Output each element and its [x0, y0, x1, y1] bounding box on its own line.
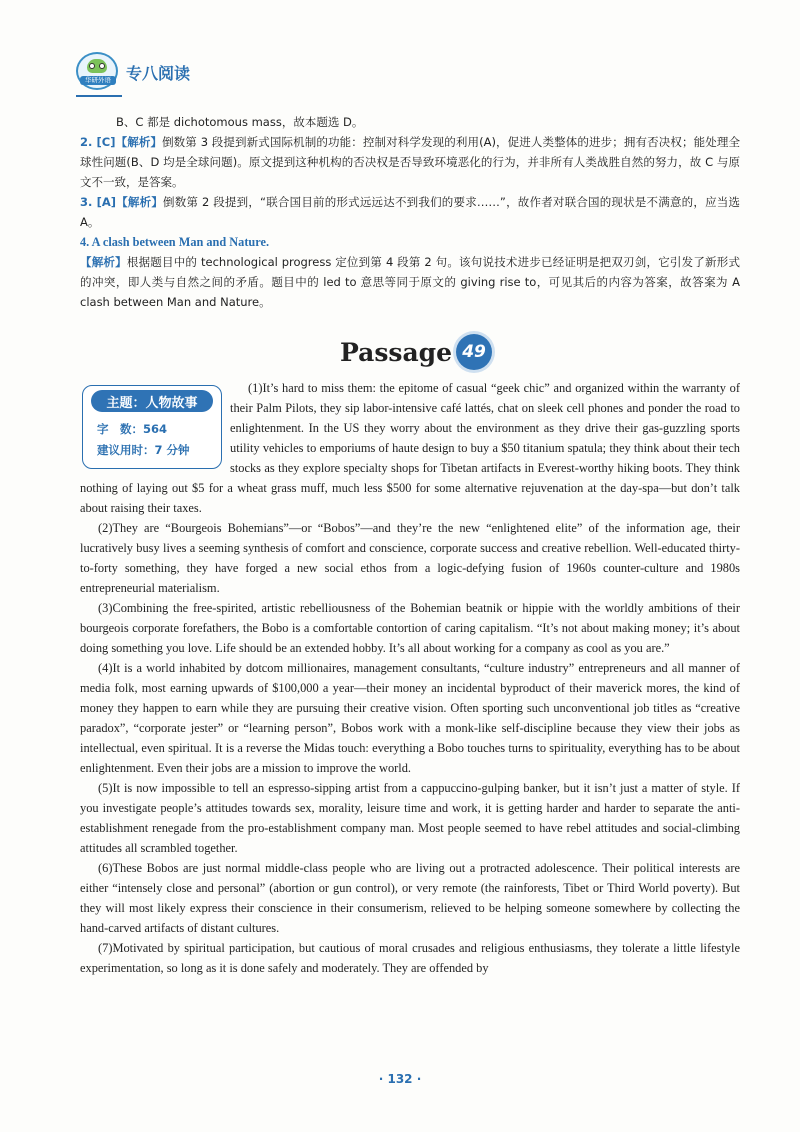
answer-line-bc	[80, 112, 740, 132]
q3-text: 倒数第 2 段提到，“联合国目前的形式远远达不到我们的要求……”，故作者对联合国的现状是不满意的，应当选 A。	[80, 195, 741, 229]
q2-number: 2. [C]	[80, 135, 116, 149]
theme-label: 主题：人物故事	[91, 390, 213, 412]
paragraph-4: (4)It is a world inhabited by dotcom millionaires, management consultants, “culture industry” entrepreneurs and all manner of media folk, most earning upwards of $100,000 a year—their money an incidental byproduct of their maverick mores, the kind of money they happen to earn while they are pursuing their creative vision. Often sporting such unconventional job titles as “creative paradox”, “corporate jester” or “learning person”, Bobos work with a monk-like self-discipline because they view their jobs as intellectual, even spiritual. It is a reverse the Midas touch: everything a Bobo touches turns to spirituality, everything has to be about enlightenment. Even their jobs are a mission to improve the world.	[80, 661, 740, 775]
answer-q2	[80, 132, 740, 192]
word-count: 字 数：564	[97, 422, 168, 436]
q2-tag: 【解析】	[115, 135, 163, 149]
q3-tag: 【解析】	[116, 195, 164, 209]
passage-body	[80, 378, 740, 978]
page-header	[76, 52, 190, 92]
q4-tag: 【解析】	[80, 255, 127, 269]
q3-number: 3. [A]	[80, 195, 116, 209]
paragraph-7: (7)Motivated by spiritual participation, but cautious of moral crusades and religious enthusiasms, they tolerate a little lifestyle experimentation, so long as it is done safely and moderately. They are offended by	[80, 941, 740, 975]
answer-bc-text: B、C 都是 dichotomous mass，故本题选 D。	[116, 115, 364, 129]
q4-text: 根据题目中的 technological progress 定位到第 4 段第 2 句。该句说技术进步已经证明是把双刃剑，它引发了新形式的冲突，即人类与自然之间的矛盾。题目中的 led to 意思等同于原文的 giving rise to，可见其后的内容为答案，故答案为 A clash between Man and Nature。	[80, 255, 740, 309]
frog-icon	[87, 59, 107, 73]
suggested-time: 建议用时：7 分钟	[97, 443, 190, 457]
book-title: 专八阅读	[126, 63, 191, 83]
paragraph-1: (1)It’s hard to miss them: the epitome of casual “geek chic” and organized within the warranty of their Palm Pilots, they sip labor-intensive café lattés, chat on sleek cell phones and ponder the road to enlightenment. In the US they worry about the environment as they drive their gas-guzzling sports utility vehicles to emporiums of haute design to buy a $50 titanium spatula; they think about their tech stocks as they explore specialty shops for Tibetan artifacts in Everest-worthy hiking boots. They think nothing of laying out $5 for a wheat grass muff, much less $500 for some alternative rejuvenation at the day-spa—but don’t talk about raising their taxes.	[80, 381, 740, 515]
passage-title	[340, 334, 492, 370]
answer-q4	[80, 232, 740, 312]
paragraph-6: (6)These Bobos are just normal middle-class people who are living out a protracted adolescence. Their political interests are either “intensely close and personal” (abortion or gun control), or very remote (the rainforests, Tibet or Third World poverty). But they will most likely express their conscience in their consumerism, relieved to be helping someone somewhere by collecting the hand-carved artifacts of distant cultures.	[80, 861, 740, 935]
header-underline	[76, 95, 122, 97]
q4-title: 4. A clash between Man and Nature.	[80, 235, 270, 249]
paragraph-3: (3)Combining the free-spirited, artistic rebelliousness of the Bohemian beatnik or hippie with the worldly ambitions of their bourgeois corporate forefathers, the Bobo is a comfortable contortion of caring capitalism. “It’s not about making money; it’s about doing something you love. Life should be an extended hobby. It’s all about working for a company as cool as you are.”	[80, 601, 740, 655]
logo	[76, 52, 120, 92]
paragraph-2: (2)They are “Bourgeois Bohemians”—or “Bobos”—and they’re the new “enlightened elite” of the information age, their lucratively busy lives a seeming synthesis of comfort and conscience, corporate success and creative rebellion. Well-educated thirty-to-forty something, they have forged a new social ethos from a logic-defying fusion of 1960s counter-culture and 1980s entrepreneurial materialism.	[80, 521, 740, 595]
passage-word: Passage	[340, 337, 453, 367]
q2-text: 倒数第 3 段提到新式国际机制的功能：控制对科学发现的利用(A)，促进人类整体的进步；拥有否决权；能处理全球性问题(B、D 均是全球问题)。原文提到这种机构的否决权是否导致环境恶化的行为，并非所有人类战胜自然的努力，故 C 与原文不一致，是答案。	[80, 135, 740, 189]
passage-number-badge: 49	[456, 334, 492, 370]
page-number: · 132 ·	[378, 1072, 422, 1086]
paragraph-5: (5)It is now impossible to tell an espresso-sipping artist from a cappuccino-gulping banker, but it isn’t just a matter of style. If you investigate people’s attitudes towards sex, morality, leisure time and work, it is getting harder and harder to separate the anti-establishment renegade from the pro-establishment company man. Most people seemed to have rebel attitudes and social-climbing attitudes all scrambled together.	[80, 781, 740, 855]
logo-text: 华研外语	[80, 76, 116, 85]
answer-q3	[80, 192, 740, 232]
